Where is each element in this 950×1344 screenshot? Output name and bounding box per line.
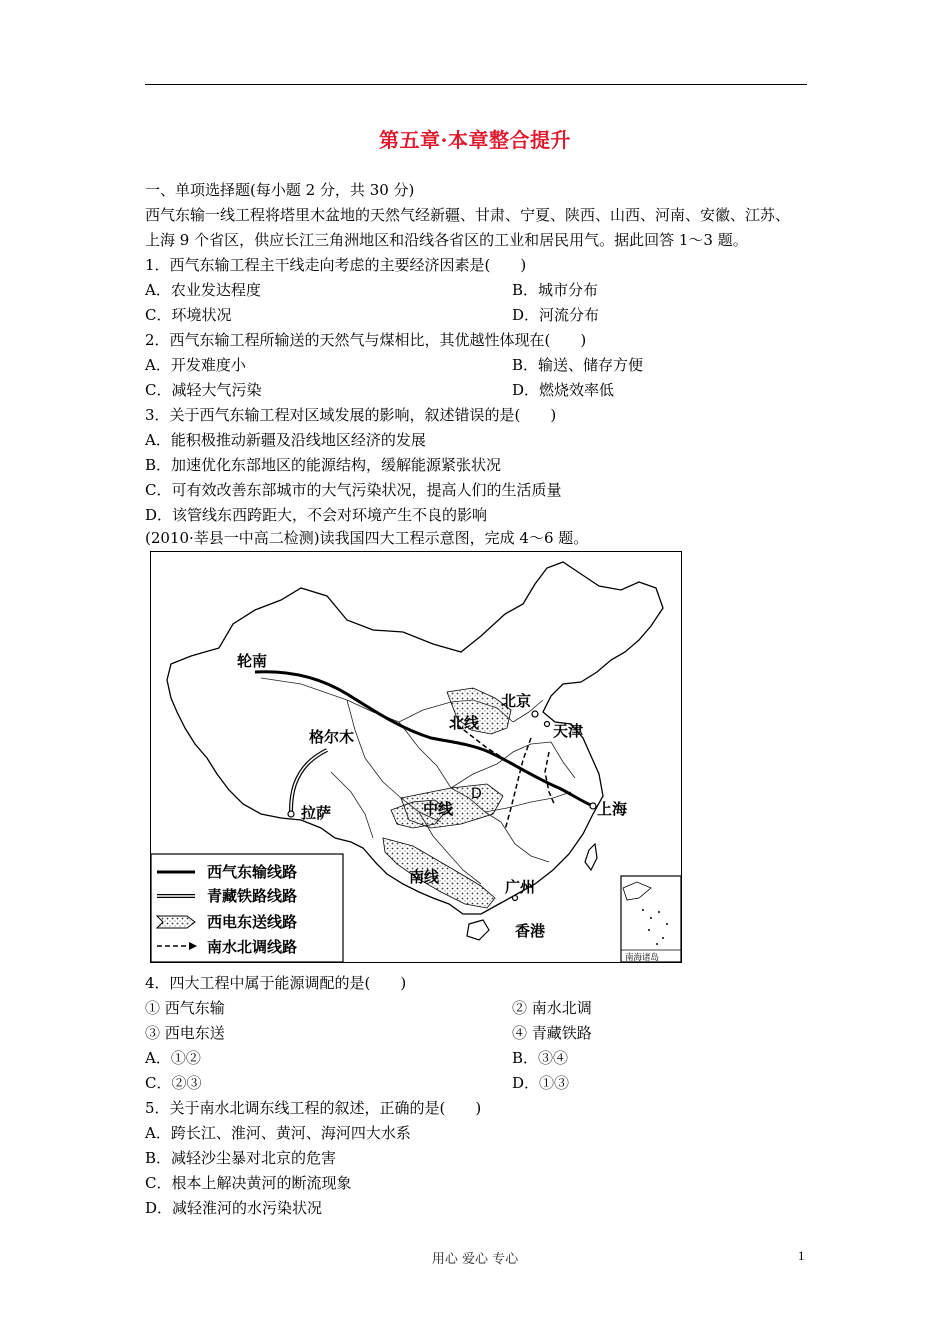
q2-option-a: A．开发难度小 [145,356,246,374]
q2-stem: 2．西气东输工程所输送的天然气与煤相比，其优越性体现在( ) [145,331,587,349]
label-nanxian: 南线 [409,868,440,886]
q2-option-c: C．减轻大气污染 [145,381,262,399]
hainan-island [467,920,489,940]
legend-power-symbol [157,916,195,928]
south-north-water-line [505,738,531,830]
china-map-svg [151,552,681,962]
q4-item-1: ① 西气东输 [145,999,225,1017]
legend-gas: 西气东输线路 [207,863,298,881]
q3-option-c: C．可有效改善东部城市的大气污染状况，提高人们的生活质量 [145,481,562,499]
q1-option-a: A．农业发达程度 [145,281,261,299]
q3-stem: 3．关于西气东输工程对区域发展的影响，叙述错误的是( ) [145,406,557,424]
q4-item-2: ② 南水北调 [512,999,592,1017]
legend-water: 南水北调线路 [207,938,298,956]
section-heading: 一、单项选择题(每小题 2 分，共 30 分) [145,181,415,199]
q4-option-b: B．③④ [512,1049,569,1067]
legend-rail: 青藏铁路线路 [207,887,298,905]
inset-label: 南海诸岛 [625,953,660,962]
q4-option-d: D．①③ [512,1074,570,1092]
label-zhongxian: 中线 [423,800,454,818]
label-shanghai: 上海 [597,800,628,818]
q1-option-c: C．环境状况 [145,306,232,324]
shanghai-marker [590,803,596,809]
q5-stem: 5．关于南水北调东线工程的叙述，正确的是( ) [145,1099,482,1117]
intro-2: (2010·莘县一中高二检测)读我国四大工程示意图，完成 4～6 题。 [145,529,589,547]
header-rule [145,84,807,85]
q4-item-4: ④ 青藏铁路 [512,1024,592,1042]
page-footer: 用心 爱心 专心 [431,1252,519,1267]
q3-option-b: B．加速优化东部地区的能源结构，缓解能源紧张状况 [145,456,502,474]
label-lasa: 拉萨 [301,804,332,822]
q4-stem: 4．四大工程中属于能源调配的是( ) [145,974,407,992]
q2-option-d: D．燃烧效率低 [512,381,615,399]
beijing-marker [532,711,538,717]
four-projects-map [150,551,682,963]
label-tianjin: 天津 [553,722,584,740]
label-lunnan: 轮南 [237,652,268,670]
q4-item-3: ③ 西电东送 [145,1024,225,1042]
q5-option-c: C．根本上解决黄河的断流现象 [145,1174,352,1192]
q1-option-d: D．河流分布 [512,306,600,324]
tianjin-marker [545,722,550,727]
label-guangzhou: 广州 [505,878,536,896]
page-title: 第五章·本章整合提升 [379,128,571,152]
q1-option-b: B．城市分布 [512,281,599,299]
west-east-gas-line [255,672,593,806]
q1-stem: 1．西气东输工程主干线走向考虑的主要经济因素是( ) [145,256,527,274]
guangzhou-marker [513,896,518,901]
q5-option-a: A．跨长江、淮河、黄河、海河四大水系 [145,1124,411,1142]
label-beixian: 北线 [449,714,480,732]
page-number: 1 [798,1248,805,1263]
q5-option-b: B．减轻沙尘暴对北京的危害 [145,1149,337,1167]
label-beijing: 北京 [501,692,532,710]
q2-option-b: B．输送、储存方便 [512,356,644,374]
label-xianggang: 香港 [515,922,546,940]
q5-option-d: D．减轻淮河的水污染状况 [145,1199,323,1217]
q4-option-a: A．①② [145,1049,201,1067]
label-d: D [471,786,482,802]
label-geermu: 格尔木 [309,728,355,746]
lasa-marker [288,811,294,817]
legend-power: 西电东送线路 [207,913,298,931]
q3-option-d: D．该管线东西跨距大，不会对环境产生不良的影响 [145,506,488,524]
intro-line-1: 西气东输一线工程将塔里木盆地的天然气经新疆、甘肃、宁夏、陕西、山西、河南、安徽、江苏、 [145,206,791,224]
taiwan-island [585,844,597,870]
intro-line-2: 上海 9 个省区，供应长江三角洲地区和沿线各省区的工业和居民用气。据此回答 1～3 题。 [145,231,748,249]
q3-option-a: A．能积极推动新疆及沿线地区经济的发展 [145,431,426,449]
q4-option-c: C．②③ [145,1074,202,1092]
